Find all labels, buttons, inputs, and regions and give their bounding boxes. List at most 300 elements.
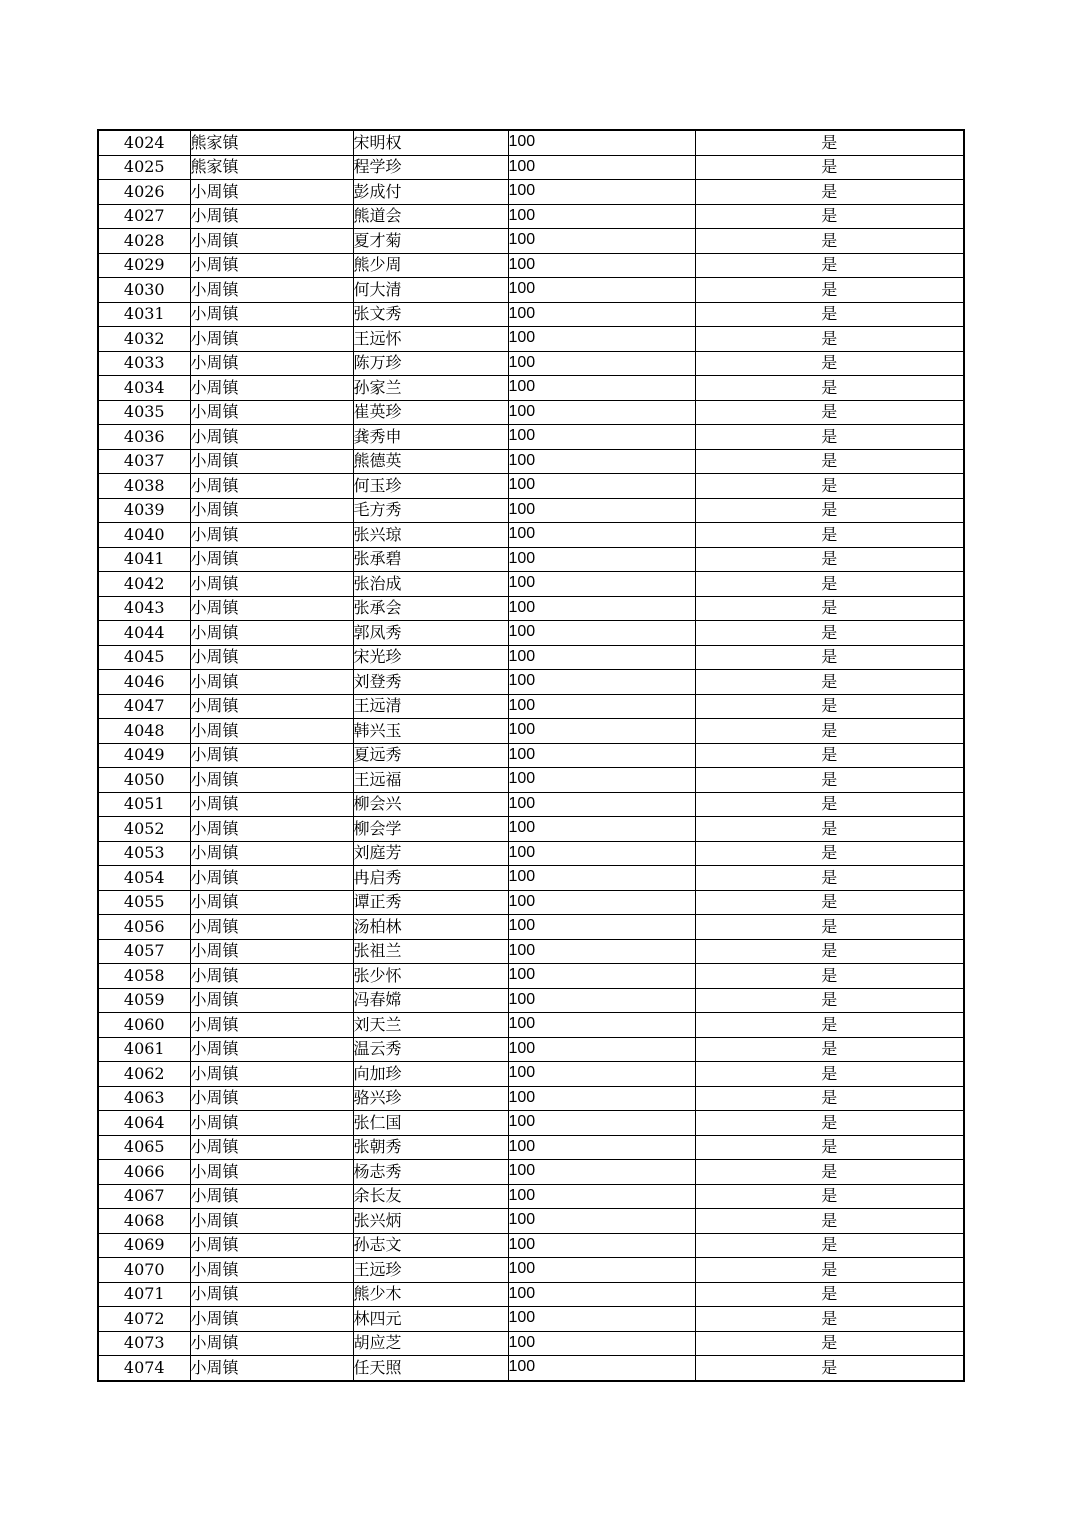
amount-cell: 100 <box>508 180 695 205</box>
name-cell: 张承会 <box>353 596 508 621</box>
town-cell: 小周镇 <box>190 1307 353 1332</box>
flag-cell: 是 <box>695 670 964 695</box>
row-number-cell: 4062 <box>98 1062 190 1087</box>
table-body <box>98 130 964 1381</box>
table-row <box>98 1233 964 1258</box>
flag-cell: 是 <box>695 964 964 989</box>
table-row <box>98 400 964 425</box>
table-row <box>98 621 964 646</box>
row-number-cell: 4026 <box>98 180 190 205</box>
town-cell: 小周镇 <box>190 1111 353 1136</box>
row-number-cell: 4059 <box>98 988 190 1013</box>
amount-cell: 100 <box>508 523 695 548</box>
table-row <box>98 425 964 450</box>
row-number-cell: 4040 <box>98 523 190 548</box>
table-row <box>98 1282 964 1307</box>
flag-cell: 是 <box>695 1233 964 1258</box>
flag-cell: 是 <box>695 1135 964 1160</box>
amount-cell: 100 <box>508 1160 695 1185</box>
amount-cell: 100 <box>508 596 695 621</box>
name-cell: 柳会学 <box>353 817 508 842</box>
amount-cell: 100 <box>508 1062 695 1087</box>
flag-cell: 是 <box>695 988 964 1013</box>
row-number-cell: 4041 <box>98 547 190 572</box>
flag-cell: 是 <box>695 376 964 401</box>
town-cell: 小周镇 <box>190 1356 353 1381</box>
town-cell: 小周镇 <box>190 1258 353 1283</box>
name-cell: 程学珍 <box>353 155 508 180</box>
flag-cell: 是 <box>695 719 964 744</box>
amount-cell: 100 <box>508 939 695 964</box>
row-number-cell: 4043 <box>98 596 190 621</box>
amount-cell: 100 <box>508 1282 695 1307</box>
table-row <box>98 229 964 254</box>
flag-cell: 是 <box>695 792 964 817</box>
name-cell: 王远珍 <box>353 1258 508 1283</box>
amount-cell: 100 <box>508 719 695 744</box>
town-cell: 小周镇 <box>190 866 353 891</box>
amount-cell: 100 <box>508 645 695 670</box>
town-cell: 小周镇 <box>190 890 353 915</box>
amount-cell: 100 <box>508 694 695 719</box>
row-number-cell: 4066 <box>98 1160 190 1185</box>
flag-cell: 是 <box>695 1160 964 1185</box>
table-row <box>98 1307 964 1332</box>
amount-cell: 100 <box>508 1356 695 1381</box>
town-cell: 小周镇 <box>190 302 353 327</box>
table-row <box>98 130 964 155</box>
amount-cell: 100 <box>508 376 695 401</box>
flag-cell: 是 <box>695 621 964 646</box>
flag-cell: 是 <box>695 915 964 940</box>
table-row <box>98 302 964 327</box>
town-cell: 小周镇 <box>190 915 353 940</box>
table-row <box>98 1135 964 1160</box>
row-number-cell: 4044 <box>98 621 190 646</box>
name-cell: 张治成 <box>353 572 508 597</box>
row-number-cell: 4056 <box>98 915 190 940</box>
flag-cell: 是 <box>695 1356 964 1381</box>
amount-cell: 100 <box>508 1209 695 1234</box>
name-cell: 郭凤秀 <box>353 621 508 646</box>
flag-cell: 是 <box>695 572 964 597</box>
flag-cell: 是 <box>695 204 964 229</box>
row-number-cell: 4033 <box>98 351 190 376</box>
table-row <box>98 351 964 376</box>
table-row <box>98 645 964 670</box>
row-number-cell: 4038 <box>98 474 190 499</box>
town-cell: 小周镇 <box>190 523 353 548</box>
flag-cell: 是 <box>695 278 964 303</box>
town-cell: 小周镇 <box>190 572 353 597</box>
town-cell: 小周镇 <box>190 939 353 964</box>
name-cell: 王远清 <box>353 694 508 719</box>
row-number-cell: 4072 <box>98 1307 190 1332</box>
town-cell: 小周镇 <box>190 425 353 450</box>
flag-cell: 是 <box>695 130 964 155</box>
flag-cell: 是 <box>695 1258 964 1283</box>
amount-cell: 100 <box>508 670 695 695</box>
amount-cell: 100 <box>508 229 695 254</box>
amount-cell: 100 <box>508 866 695 891</box>
town-cell: 小周镇 <box>190 768 353 793</box>
amount-cell: 100 <box>508 743 695 768</box>
flag-cell: 是 <box>695 155 964 180</box>
row-number-cell: 4069 <box>98 1233 190 1258</box>
table-row <box>98 915 964 940</box>
town-cell: 小周镇 <box>190 449 353 474</box>
flag-cell: 是 <box>695 1062 964 1087</box>
flag-cell: 是 <box>695 498 964 523</box>
row-number-cell: 4039 <box>98 498 190 523</box>
amount-cell: 100 <box>508 841 695 866</box>
flag-cell: 是 <box>695 694 964 719</box>
name-cell: 宋光珍 <box>353 645 508 670</box>
town-cell: 小周镇 <box>190 547 353 572</box>
table-row <box>98 498 964 523</box>
row-number-cell: 4028 <box>98 229 190 254</box>
name-cell: 王远怀 <box>353 327 508 352</box>
flag-cell: 是 <box>695 449 964 474</box>
row-number-cell: 4071 <box>98 1282 190 1307</box>
amount-cell: 100 <box>508 302 695 327</box>
flag-cell: 是 <box>695 302 964 327</box>
table-row <box>98 523 964 548</box>
table-row <box>98 817 964 842</box>
table-row <box>98 1111 964 1136</box>
name-cell: 冯春嫦 <box>353 988 508 1013</box>
name-cell: 陈万珍 <box>353 351 508 376</box>
flag-cell: 是 <box>695 1086 964 1111</box>
amount-cell: 100 <box>508 768 695 793</box>
row-number-cell: 4073 <box>98 1331 190 1356</box>
town-cell: 小周镇 <box>190 1184 353 1209</box>
town-cell: 小周镇 <box>190 474 353 499</box>
amount-cell: 100 <box>508 400 695 425</box>
row-number-cell: 4025 <box>98 155 190 180</box>
name-cell: 胡应芝 <box>353 1331 508 1356</box>
table-row <box>98 792 964 817</box>
row-number-cell: 4061 <box>98 1037 190 1062</box>
row-number-cell: 4034 <box>98 376 190 401</box>
amount-cell: 100 <box>508 498 695 523</box>
row-number-cell: 4050 <box>98 768 190 793</box>
amount-cell: 100 <box>508 278 695 303</box>
name-cell: 杨志秀 <box>353 1160 508 1185</box>
name-cell: 崔英珍 <box>353 400 508 425</box>
flag-cell: 是 <box>695 841 964 866</box>
town-cell: 小周镇 <box>190 841 353 866</box>
town-cell: 小周镇 <box>190 694 353 719</box>
flag-cell: 是 <box>695 768 964 793</box>
town-cell: 小周镇 <box>190 400 353 425</box>
table-row <box>98 743 964 768</box>
name-cell: 龚秀申 <box>353 425 508 450</box>
row-number-cell: 4068 <box>98 1209 190 1234</box>
table-row <box>98 180 964 205</box>
flag-cell: 是 <box>695 1013 964 1038</box>
row-number-cell: 4049 <box>98 743 190 768</box>
row-number-cell: 4027 <box>98 204 190 229</box>
table-row <box>98 768 964 793</box>
flag-cell: 是 <box>695 890 964 915</box>
row-number-cell: 4054 <box>98 866 190 891</box>
town-cell: 小周镇 <box>190 743 353 768</box>
town-cell: 小周镇 <box>190 1233 353 1258</box>
town-cell: 小周镇 <box>190 1209 353 1234</box>
flag-cell: 是 <box>695 596 964 621</box>
amount-cell: 100 <box>508 155 695 180</box>
amount-cell: 100 <box>508 1013 695 1038</box>
table-row <box>98 547 964 572</box>
table-row <box>98 939 964 964</box>
table-row <box>98 719 964 744</box>
name-cell: 任天照 <box>353 1356 508 1381</box>
town-cell: 小周镇 <box>190 1037 353 1062</box>
name-cell: 张祖兰 <box>353 939 508 964</box>
flag-cell: 是 <box>695 180 964 205</box>
name-cell: 冉启秀 <box>353 866 508 891</box>
table-row <box>98 327 964 352</box>
row-number-cell: 4046 <box>98 670 190 695</box>
name-cell: 夏才菊 <box>353 229 508 254</box>
flag-cell: 是 <box>695 1037 964 1062</box>
table-row <box>98 1160 964 1185</box>
name-cell: 柳会兴 <box>353 792 508 817</box>
town-cell: 小周镇 <box>190 1160 353 1185</box>
town-cell: 小周镇 <box>190 596 353 621</box>
flag-cell: 是 <box>695 1111 964 1136</box>
amount-cell: 100 <box>508 1037 695 1062</box>
flag-cell: 是 <box>695 645 964 670</box>
town-cell: 熊家镇 <box>190 155 353 180</box>
table-row <box>98 1258 964 1283</box>
row-number-cell: 4047 <box>98 694 190 719</box>
flag-cell: 是 <box>695 523 964 548</box>
flag-cell: 是 <box>695 425 964 450</box>
town-cell: 小周镇 <box>190 1013 353 1038</box>
town-cell: 小周镇 <box>190 180 353 205</box>
name-cell: 宋明权 <box>353 130 508 155</box>
row-number-cell: 4031 <box>98 302 190 327</box>
name-cell: 熊道会 <box>353 204 508 229</box>
town-cell: 小周镇 <box>190 719 353 744</box>
row-number-cell: 4030 <box>98 278 190 303</box>
flag-cell: 是 <box>695 743 964 768</box>
amount-cell: 100 <box>508 1135 695 1160</box>
subsidy-table <box>97 129 965 1382</box>
flag-cell: 是 <box>695 1307 964 1332</box>
amount-cell: 100 <box>508 1086 695 1111</box>
table-row <box>98 1037 964 1062</box>
name-cell: 孙家兰 <box>353 376 508 401</box>
amount-cell: 100 <box>508 425 695 450</box>
town-cell: 小周镇 <box>190 621 353 646</box>
amount-cell: 100 <box>508 915 695 940</box>
row-number-cell: 4045 <box>98 645 190 670</box>
name-cell: 骆兴珍 <box>353 1086 508 1111</box>
row-number-cell: 4037 <box>98 449 190 474</box>
flag-cell: 是 <box>695 1282 964 1307</box>
town-cell: 小周镇 <box>190 229 353 254</box>
amount-cell: 100 <box>508 572 695 597</box>
name-cell: 刘庭芳 <box>353 841 508 866</box>
flag-cell: 是 <box>695 1331 964 1356</box>
flag-cell: 是 <box>695 547 964 572</box>
table-row <box>98 694 964 719</box>
amount-cell: 100 <box>508 327 695 352</box>
table-row <box>98 964 964 989</box>
table-row <box>98 449 964 474</box>
name-cell: 何大清 <box>353 278 508 303</box>
table-row <box>98 1184 964 1209</box>
amount-cell: 100 <box>508 474 695 499</box>
town-cell: 小周镇 <box>190 670 353 695</box>
town-cell: 小周镇 <box>190 204 353 229</box>
town-cell: 小周镇 <box>190 988 353 1013</box>
row-number-cell: 4048 <box>98 719 190 744</box>
town-cell: 小周镇 <box>190 327 353 352</box>
row-number-cell: 4052 <box>98 817 190 842</box>
name-cell: 韩兴玉 <box>353 719 508 744</box>
row-number-cell: 4065 <box>98 1135 190 1160</box>
flag-cell: 是 <box>695 817 964 842</box>
town-cell: 小周镇 <box>190 1135 353 1160</box>
name-cell: 谭正秀 <box>353 890 508 915</box>
town-cell: 小周镇 <box>190 1282 353 1307</box>
town-cell: 小周镇 <box>190 351 353 376</box>
amount-cell: 100 <box>508 621 695 646</box>
row-number-cell: 4067 <box>98 1184 190 1209</box>
name-cell: 刘登秀 <box>353 670 508 695</box>
amount-cell: 100 <box>508 1111 695 1136</box>
name-cell: 张兴琼 <box>353 523 508 548</box>
row-number-cell: 4070 <box>98 1258 190 1283</box>
name-cell: 张承碧 <box>353 547 508 572</box>
amount-cell: 100 <box>508 1331 695 1356</box>
table-row <box>98 572 964 597</box>
name-cell: 王远福 <box>353 768 508 793</box>
name-cell: 熊少周 <box>353 253 508 278</box>
name-cell: 张朝秀 <box>353 1135 508 1160</box>
flag-cell: 是 <box>695 400 964 425</box>
name-cell: 向加珍 <box>353 1062 508 1087</box>
name-cell: 毛方秀 <box>353 498 508 523</box>
name-cell: 熊少木 <box>353 1282 508 1307</box>
table-row <box>98 253 964 278</box>
name-cell: 孙志文 <box>353 1233 508 1258</box>
town-cell: 熊家镇 <box>190 130 353 155</box>
name-cell: 林四元 <box>353 1307 508 1332</box>
name-cell: 温云秀 <box>353 1037 508 1062</box>
flag-cell: 是 <box>695 939 964 964</box>
table-row <box>98 1013 964 1038</box>
flag-cell: 是 <box>695 866 964 891</box>
row-number-cell: 4063 <box>98 1086 190 1111</box>
table-row <box>98 376 964 401</box>
flag-cell: 是 <box>695 351 964 376</box>
name-cell: 张少怀 <box>353 964 508 989</box>
name-cell: 张兴炳 <box>353 1209 508 1234</box>
town-cell: 小周镇 <box>190 645 353 670</box>
amount-cell: 100 <box>508 351 695 376</box>
row-number-cell: 4035 <box>98 400 190 425</box>
table-row <box>98 474 964 499</box>
table-row <box>98 596 964 621</box>
amount-cell: 100 <box>508 988 695 1013</box>
name-cell: 余长友 <box>353 1184 508 1209</box>
row-number-cell: 4060 <box>98 1013 190 1038</box>
amount-cell: 100 <box>508 547 695 572</box>
town-cell: 小周镇 <box>190 817 353 842</box>
town-cell: 小周镇 <box>190 1331 353 1356</box>
row-number-cell: 4053 <box>98 841 190 866</box>
town-cell: 小周镇 <box>190 278 353 303</box>
table-row <box>98 841 964 866</box>
amount-cell: 100 <box>508 253 695 278</box>
name-cell: 夏远秀 <box>353 743 508 768</box>
town-cell: 小周镇 <box>190 376 353 401</box>
flag-cell: 是 <box>695 1184 964 1209</box>
town-cell: 小周镇 <box>190 964 353 989</box>
name-cell: 彭成付 <box>353 180 508 205</box>
table-row <box>98 204 964 229</box>
flag-cell: 是 <box>695 229 964 254</box>
row-number-cell: 4036 <box>98 425 190 450</box>
flag-cell: 是 <box>695 327 964 352</box>
row-number-cell: 4057 <box>98 939 190 964</box>
town-cell: 小周镇 <box>190 253 353 278</box>
table-row <box>98 1062 964 1087</box>
town-cell: 小周镇 <box>190 1086 353 1111</box>
table-row <box>98 1209 964 1234</box>
table-row <box>98 155 964 180</box>
row-number-cell: 4042 <box>98 572 190 597</box>
table-row <box>98 670 964 695</box>
amount-cell: 100 <box>508 1258 695 1283</box>
name-cell: 刘天兰 <box>353 1013 508 1038</box>
amount-cell: 100 <box>508 449 695 474</box>
town-cell: 小周镇 <box>190 1062 353 1087</box>
flag-cell: 是 <box>695 253 964 278</box>
name-cell: 熊德英 <box>353 449 508 474</box>
table-row <box>98 988 964 1013</box>
row-number-cell: 4058 <box>98 964 190 989</box>
amount-cell: 100 <box>508 1184 695 1209</box>
town-cell: 小周镇 <box>190 792 353 817</box>
amount-cell: 100 <box>508 964 695 989</box>
table-row <box>98 866 964 891</box>
amount-cell: 100 <box>508 817 695 842</box>
amount-cell: 100 <box>508 130 695 155</box>
table-row <box>98 1086 964 1111</box>
table-row <box>98 278 964 303</box>
amount-cell: 100 <box>508 890 695 915</box>
row-number-cell: 4029 <box>98 253 190 278</box>
row-number-cell: 4032 <box>98 327 190 352</box>
name-cell: 张仁国 <box>353 1111 508 1136</box>
flag-cell: 是 <box>695 1209 964 1234</box>
table-row <box>98 890 964 915</box>
row-number-cell: 4055 <box>98 890 190 915</box>
table-row <box>98 1356 964 1381</box>
flag-cell: 是 <box>695 474 964 499</box>
name-cell: 汤柏林 <box>353 915 508 940</box>
row-number-cell: 4051 <box>98 792 190 817</box>
table-row <box>98 1331 964 1356</box>
name-cell: 张文秀 <box>353 302 508 327</box>
amount-cell: 100 <box>508 1307 695 1332</box>
